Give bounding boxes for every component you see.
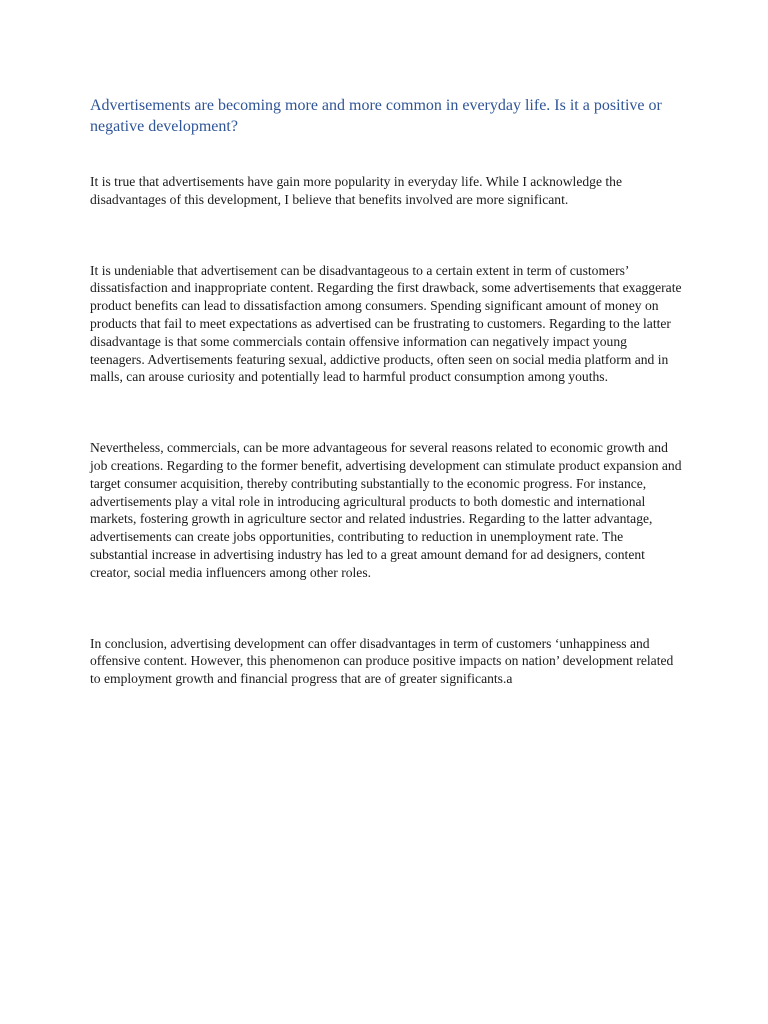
document-title: Advertisements are becoming more and more common in everyday life. Is it a positive or negative development? bbox=[90, 97, 662, 135]
paragraph-advantages: Nevertheless, commercials, can be more advantageous for several reasons related to economic growth and job creations. Regarding to the former benefit, advertising development can stimulate product expansion and target consumer acquisition, thereby contributing substantially to the economic progress. For instance, advertisements play a vital role in introducing agricultural products to both domestic and international markets, fostering growth in agriculture sector and related industries. Regarding to the latter advantage, advertisements can create jobs opportunities, contributing to reduction in unemployment rate. The substantial increase in advertising industry has led to a great amount demand for ad designers, content creator, social media influencers among other roles. bbox=[90, 440, 682, 580]
paragraph-disadvantages: It is undeniable that advertisement can be disadvantageous to a certain extent in term of customers’ dissatisfaction and inappropriate content. Regarding the first drawback, some advertisements that exaggerate product benefits can lead to dissatisfaction among consumers. Spending significant amount of money on products that fail to meet expectations as advertised can be frustrating to customers. Regarding to the latter disadvantage is that some commercials contain offensive information can negatively impact young teenagers. Advertisements featuring sexual, addictive products, often seen on social media platform and in malls, can arouse curiosity and potentially lead to harmful product consumption among youths. bbox=[90, 262, 682, 385]
paragraph-introduction: It is true that advertisements have gain more popularity in everyday life. While I acknowledge the disadvantages of this development, I believe that benefits involved are more significant. bbox=[90, 174, 622, 207]
document-page bbox=[90, 95, 682, 688]
paragraph-spacer bbox=[90, 582, 682, 635]
paragraph-conclusion: In conclusion, advertising development can offer disadvantages in term of customers ‘unhappiness and offensive content. However, this phenomenon can produce positive impacts on nation’ development related to employment growth and financial progress that are of greater significants.a bbox=[90, 635, 674, 687]
paragraph-spacer bbox=[90, 209, 682, 262]
paragraph-spacer bbox=[90, 386, 682, 439]
